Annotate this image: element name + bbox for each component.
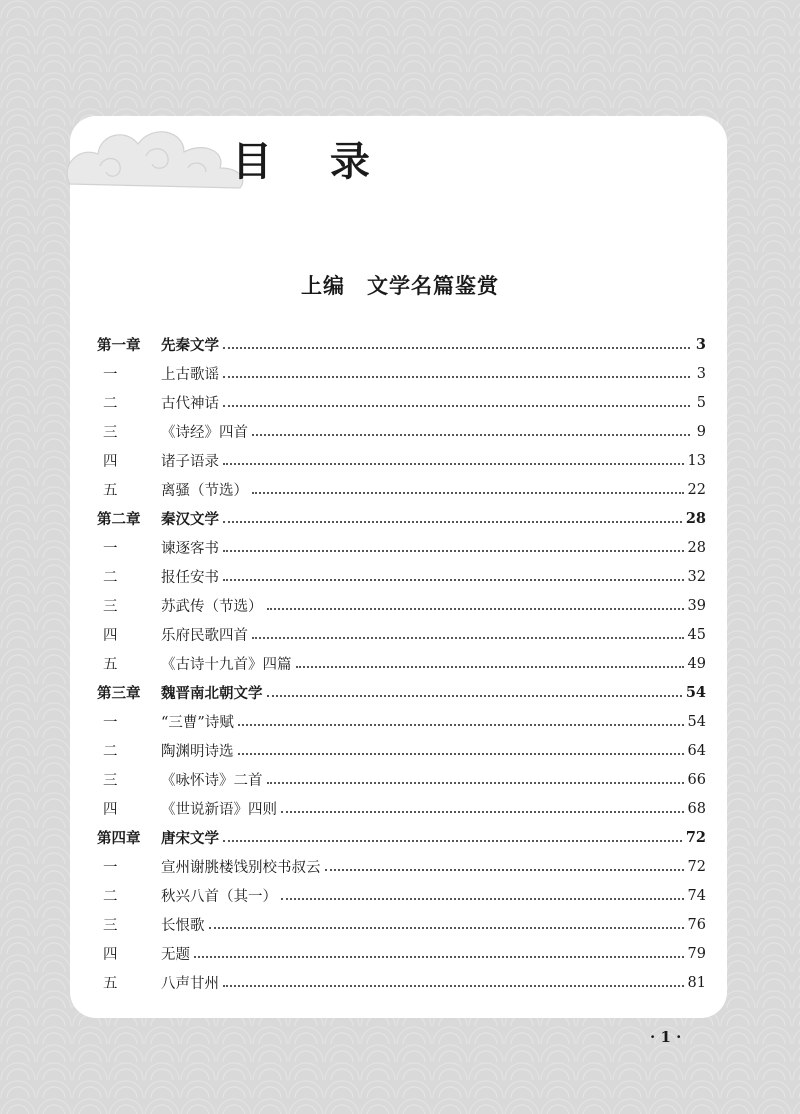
toc-section-row[interactable] [97,765,706,794]
dot-leader [238,723,684,726]
toc-page-number: 3 [695,336,706,353]
dot-leader [325,868,684,871]
toc-page-number: 9 [696,423,706,440]
toc-number: 四 [103,454,118,470]
toc-number: 一 [103,367,118,383]
toc-title: 秦汉文学 [161,511,219,528]
toc-section-row[interactable] [97,794,706,823]
toc-title: 谏逐客书 [161,541,219,557]
dot-leader [267,694,682,697]
toc-page-number: 54 [687,713,706,730]
toc-title: 上古歌谣 [161,367,219,383]
toc-title: 魏晋南北朝文学 [161,685,263,702]
toc-title: 诸子语录 [161,454,219,470]
toc-title: 长恨歌 [161,918,205,934]
toc-title: 《古诗十九首》四篇 [161,657,292,673]
toc-title: 苏武传（节选） [161,599,263,615]
toc-page-number: 32 [687,568,706,585]
toc-chapter-row[interactable] [97,678,706,707]
dot-leader [281,897,684,900]
toc-title: 无题 [161,947,190,963]
toc-section-row[interactable] [97,707,706,736]
toc-chapter-row[interactable] [97,823,706,852]
toc-number: 一 [103,860,118,876]
toc-page-number: 13 [687,452,706,469]
toc-section-row[interactable] [97,736,706,765]
toc-number: 五 [103,483,118,499]
part-title: 上编 文学名篇鉴赏 [301,273,499,298]
dot-leader [223,984,684,987]
page-number: · 1 · [650,1028,682,1046]
toc-section-row[interactable] [97,968,706,997]
dot-leader [223,346,690,349]
toc-page-number: 68 [687,800,706,817]
toc-title: 乐府民歌四首 [161,628,248,644]
toc-section-row[interactable] [97,446,706,475]
toc-number: 第四章 [97,830,141,847]
page-title: 目 录 [232,139,392,185]
toc-number: 四 [103,628,118,644]
dot-leader [238,752,684,755]
toc-chapter-row[interactable] [97,330,706,359]
toc-section-row[interactable] [97,939,706,968]
toc-title: “三曹”诗赋 [161,715,234,731]
toc-title: 离骚（节选） [161,483,248,499]
dot-leader [223,839,682,842]
toc-section-row[interactable] [97,620,706,649]
toc-title: 宣州谢朓楼饯别校书叔云 [161,860,321,876]
toc-number: 三 [103,599,118,615]
toc-title: 秋兴八首（其一） [161,889,277,905]
dot-leader [223,549,684,552]
toc-number: 五 [103,976,118,992]
toc-title: 唐宋文学 [161,830,219,847]
toc-page-number: 39 [687,597,706,614]
toc-number: 第二章 [97,511,141,528]
dot-leader [223,578,684,581]
toc-section-row[interactable] [97,852,706,881]
toc-section-row[interactable] [97,417,706,446]
dot-leader [223,404,690,407]
dot-leader [223,375,690,378]
cloud-ornament-icon [60,106,250,198]
toc-title: 陶渊明诗选 [161,744,234,760]
dot-leader [209,926,684,929]
toc-title: 《诗经》四首 [161,425,248,441]
toc-page-number: 28 [685,510,706,527]
toc-number: 二 [103,744,118,760]
toc-page-number: 54 [685,684,706,701]
toc-page-number: 28 [687,539,706,556]
toc-number: 三 [103,918,118,934]
toc-page-number: 3 [696,365,706,382]
toc-page-number: 74 [687,887,706,904]
toc-section-row[interactable] [97,881,706,910]
toc-title: 报任安书 [161,570,219,586]
toc-section-row[interactable] [97,359,706,388]
toc-number: 四 [103,947,118,963]
dot-leader [267,781,684,784]
toc-title: 八声甘州 [161,976,219,992]
toc-section-row[interactable] [97,562,706,591]
dot-leader [252,491,684,494]
toc-number: 第一章 [97,337,141,354]
dot-leader [267,607,684,610]
toc-number: 第三章 [97,685,141,702]
toc-chapter-row[interactable] [97,504,706,533]
table-of-contents [97,330,706,997]
dot-leader [223,520,682,523]
toc-number: 二 [103,570,118,586]
dot-leader [252,636,684,639]
toc-section-row[interactable] [97,388,706,417]
toc-page-number: 72 [687,858,706,875]
toc-section-row[interactable] [97,533,706,562]
toc-number: 五 [103,657,118,673]
toc-title: 先秦文学 [161,337,219,354]
toc-page-number: 22 [687,481,706,498]
toc-page-number: 81 [687,974,706,991]
toc-section-row[interactable] [97,475,706,504]
toc-page-number: 79 [687,945,706,962]
toc-title: 《咏怀诗》二首 [161,773,263,789]
toc-section-row[interactable] [97,649,706,678]
toc-page-number: 72 [685,829,706,846]
toc-page-number: 66 [687,771,706,788]
toc-page-number: 5 [696,394,706,411]
toc-number: 一 [103,541,118,557]
toc-page-number: 45 [687,626,706,643]
toc-number: 一 [103,715,118,731]
toc-title: 古代神话 [161,396,219,412]
toc-page-number: 76 [687,916,706,933]
dot-leader [252,433,690,436]
toc-page-number: 64 [687,742,706,759]
dot-leader [296,665,684,668]
toc-number: 二 [103,396,118,412]
toc-number: 二 [103,889,118,905]
toc-section-row[interactable] [97,591,706,620]
toc-number: 四 [103,802,118,818]
toc-title: 《世说新语》四则 [161,802,277,818]
toc-number: 三 [103,773,118,789]
toc-page-number: 49 [687,655,706,672]
toc-section-row[interactable] [97,910,706,939]
toc-number: 三 [103,425,118,441]
dot-leader [281,810,684,813]
dot-leader [194,955,684,958]
dot-leader [223,462,684,465]
